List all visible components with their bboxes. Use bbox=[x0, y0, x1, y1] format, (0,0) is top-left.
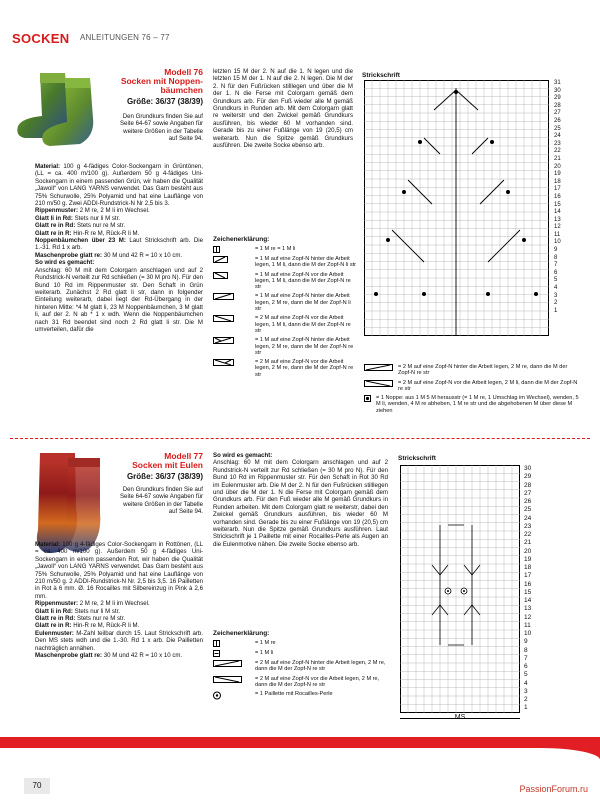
model77-number: Modell 77 bbox=[164, 451, 203, 461]
row-number: 14 bbox=[524, 597, 532, 604]
legend-text: = 1 M auf eine Zopf-N hinter die Arbeit legen, 1 M li, dann die M der Zopf-N li str bbox=[255, 256, 357, 269]
cable-symbol bbox=[213, 337, 255, 356]
row-number: 4 bbox=[524, 679, 528, 687]
legend-item bbox=[364, 395, 579, 414]
model77-title bbox=[110, 452, 203, 470]
glatt-r-text: Hin-R re M, Rück-R li M. bbox=[73, 622, 140, 630]
row-number: 3 bbox=[554, 292, 558, 299]
model77-chart-title: Strickschrift bbox=[398, 455, 436, 462]
sequin-symbol bbox=[213, 691, 255, 700]
model76-number: Modell 76 bbox=[164, 67, 203, 77]
legend-text: = 2 M auf eine Zopf-N vor die Arbeit legen, 2 M li, dann die M der Zopf-N re str bbox=[398, 379, 578, 392]
model76-intro: Den Grundkurs finden Sie auf Seite 64-67 sowie Angaben für weitere Größen in der Tabelle auf Seite 94. bbox=[119, 113, 203, 143]
model77-size: Größe: 36/37 (38/39) bbox=[126, 472, 203, 481]
row-number: 23 bbox=[554, 140, 561, 147]
sowird-text: Anschlag: 60 M mit dem Colorgarn anschlagen und auf 2 Rundstrick-N verteilt zur Rd schließen (= 30 M pro N). Für den Bund 10 Rd im Rippenmuster str. Für den Schaft in Rot 30 Rd im Eulenmuster arb. Die M der 2. N für den Fußrücken stilllegen und über die M der 1. N die Ferse mit Colorgarn gemäß dem Grundkurs arb. Für den Fuß wieder alle M gemäß Grundkurs in Runden arbeiten. Mit dem Colorgarn glatt re weiterstr, dabei den Zwickel gemäß Grundkurs ausführen, bis wieder 60 M vorhanden sind. Gerade bis zu einer Fußlänge von 19 (20,5) cm weiterarb. Nun die Spitze gemäß Grundkurs ausführen. Laut Strickschrift je 1 Paillette mit einer Rocailles-Perle als Augen an die Eulenmotive nähen. Die zweite Socke ebenso arb. bbox=[213, 459, 388, 548]
row-number: 26 bbox=[524, 498, 532, 505]
row-number: 18 bbox=[554, 178, 561, 185]
glatt-re-label: Glatt re in Rd: bbox=[35, 615, 76, 623]
model76-size: Größe: 36/37 (38/39) bbox=[126, 97, 203, 106]
legend-text: = 1 M auf eine Zopf-N hinter die Arbeit legen, 2 M re, dann die M der Zopf-N re str bbox=[255, 337, 354, 356]
legend-item bbox=[213, 315, 358, 334]
row-number: 4 bbox=[554, 285, 558, 292]
row-number: 16 bbox=[524, 580, 532, 588]
legend-item bbox=[213, 676, 388, 689]
chart-ms-label: MS bbox=[454, 714, 466, 721]
model76-title bbox=[110, 68, 203, 95]
row-number: 21 bbox=[524, 539, 532, 547]
legend-item bbox=[213, 660, 388, 673]
section-subtitle: ANLEITUNGEN 76 – 77 bbox=[80, 33, 170, 42]
model76-col2-text: letzten 15 M der 2. N auf die 1. N legen und die letzten 15 M der 1. N auf die 2. N legen. Die M der 2. N für den Fußrücken stilllegen und über die M der 1. N die Ferse mit Colorgarn gemäß dem Grundkurs arb. Für den Fuß wieder alle M gemäß Grundkurs in Runden arb. Mit dem Colorgarn glatt re weiterstr und den Zwickel gemäß Grundkurs ausführen, bis wieder 60 M vorhanden sind. Gerade bis zu einer Fußlänge von 19 (20,5) cm weiterarb. Nun die Spitze gemäß Grundkurs ausführen. Die zweite Socke ebenso arb. bbox=[213, 68, 353, 150]
row-number: 7 bbox=[554, 262, 558, 269]
row-number: 16 bbox=[554, 193, 561, 200]
row-number: 2 bbox=[524, 696, 528, 703]
model77-material bbox=[35, 541, 203, 600]
maschen-label: Maschenprobe glatt re: bbox=[35, 652, 103, 660]
row-number: 8 bbox=[524, 646, 528, 654]
knit-purl-symbol bbox=[213, 246, 255, 253]
legend-item bbox=[213, 293, 358, 312]
row-number: 8 bbox=[554, 254, 558, 261]
row-number: 9 bbox=[554, 247, 558, 254]
rippen-text: 2 M re, 2 M li im Wechsel. bbox=[79, 207, 150, 215]
row-number: 31 bbox=[554, 80, 561, 86]
legend-item bbox=[213, 246, 358, 253]
model77-main-text bbox=[35, 541, 203, 660]
material-text: 100 g 4-fädiges Color-Sockengarn in Grüntönen, (LL = ca. 400 m/100 g). Außerdem 50 g 4-fädiges Uni-Sockengarn in einem passenden Grün, wir haben die Qualität „Jawoll“ von LANG YARNS verwendet. Das Garn besteht aus 75% Schurwolle, 25% Polyamid und hat eine Lauflänge von 210 m/50 g. Zwei ADDI-Rundstrick-N Nr 2,5 bis 3. bbox=[35, 163, 203, 208]
row-number: 19 bbox=[554, 171, 561, 178]
row-number: 10 bbox=[524, 630, 532, 637]
legend-text: = 1 Noppe: aus 1 M 5 M herausstr (= 1 M re, 1 Umschlag im Wechsel), wenden, 5 M li, wenden, 4 M re abheben, 1 M re str und die abgehobenen M über diese M ziehen bbox=[376, 395, 579, 414]
row-number: 17 bbox=[554, 186, 561, 193]
model77-row-numbers bbox=[524, 465, 544, 713]
row-number: 23 bbox=[524, 522, 532, 530]
glatt-re-text: Stets nur re M str. bbox=[77, 222, 126, 230]
rippen-text: 2 M re, 2 M li im Wechsel. bbox=[79, 600, 150, 608]
row-number: 20 bbox=[524, 547, 532, 555]
legend-item bbox=[364, 380, 579, 393]
cable-symbol bbox=[213, 272, 255, 291]
maschen-label: Maschenprobe glatt re: bbox=[35, 251, 103, 259]
legend-item bbox=[213, 272, 358, 291]
model77-col2 bbox=[213, 452, 388, 548]
row-number: 24 bbox=[554, 133, 561, 140]
cable-symbol bbox=[213, 293, 255, 312]
page-number: 70 bbox=[24, 778, 50, 794]
model76-knitting-chart bbox=[364, 80, 550, 336]
row-number: 29 bbox=[554, 95, 561, 102]
glatt-li-text: Stets nur li M str. bbox=[74, 607, 121, 615]
model76-legend-right bbox=[364, 364, 579, 417]
row-number: 26 bbox=[554, 117, 561, 124]
sowird-label: So wird es gemacht: bbox=[213, 452, 273, 459]
row-number: 1 bbox=[524, 704, 528, 712]
row-number: 15 bbox=[524, 588, 532, 596]
material-label: Material: bbox=[35, 541, 61, 548]
cable-symbol bbox=[213, 676, 255, 689]
glatt-r-label: Glatt re in R: bbox=[35, 622, 72, 630]
row-number: 5 bbox=[524, 671, 528, 679]
model76-material bbox=[35, 163, 203, 207]
legend-text: = 2 M auf eine Zopf-N vor die Arbeit legen, 1 M li, dann die M der Zopf-N re str bbox=[255, 315, 351, 334]
model76-name-1: Socken mit Noppen- bbox=[120, 76, 203, 86]
cable-symbol bbox=[213, 256, 255, 269]
model77-name: Socken mit Eulen bbox=[132, 460, 203, 470]
section-divider bbox=[10, 438, 590, 439]
rippen-label: Rippenmuster: bbox=[35, 207, 78, 215]
legend-item bbox=[213, 691, 388, 700]
glatt-li-label: Glatt li in Rd: bbox=[35, 607, 73, 615]
noppen-label: Noppenbäumchen über 23 M: bbox=[35, 237, 126, 245]
eulen-text: M-Zahl teilbar durch 15. Laut Strickschrift arb. Den MS stets wdh und die 1.-30. Rd 1 x arb. Die Pailletten nachträglich annähen. bbox=[35, 629, 203, 652]
row-number: 9 bbox=[524, 638, 528, 646]
row-number: 1 bbox=[554, 307, 558, 314]
legend-text: = 1 M re = 1 M li bbox=[255, 246, 296, 252]
row-number: 3 bbox=[524, 687, 528, 695]
legend-item bbox=[213, 359, 358, 378]
glatt-re-label: Glatt re in Rd: bbox=[35, 222, 76, 230]
row-number: 18 bbox=[524, 564, 532, 571]
row-number: 28 bbox=[554, 102, 561, 109]
watermark: PassionForum.ru bbox=[519, 784, 588, 794]
model76-legend bbox=[213, 246, 358, 381]
legend-item bbox=[364, 364, 579, 377]
material-text: 100 g 4-fädiges Color-Sockengarn in Rottönen, (LL = ca. 400 m/100 g). Außerdem 50 g 4-fädiges Uni-Sockengarn in einem passenden Rot, wir haben die Qualität „Jawoll“ von LANG YARNS verwendet. Das Garn besteht aus 75% Schurwolle, 25% Polyamid und hat eine Lauflänge von 210 m/50 g. 2 ADDI-Rundstrick-N Nr. 2,5 bis 3,5. 16 Pailletten in Rot à 6 mm. Ø. 16 Rocailles mit Silbereinzug in Pink à 2,6 mm. bbox=[35, 541, 204, 600]
eulen-label: Eulenmuster: bbox=[35, 629, 74, 637]
glatt-re-text: Stets nur re M str. bbox=[77, 615, 126, 623]
row-number: 11 bbox=[524, 621, 531, 629]
row-number: 12 bbox=[524, 613, 532, 621]
row-number: 27 bbox=[524, 489, 532, 497]
row-number: 29 bbox=[524, 473, 532, 481]
row-number: 22 bbox=[554, 148, 561, 155]
row-number: 6 bbox=[524, 663, 528, 670]
row-number: 15 bbox=[554, 201, 561, 208]
model76-legend-title: Zeichenerklärung: bbox=[213, 236, 270, 243]
legend-text: = 2 M auf eine Zopf-N vor die Arbeit legen, 2 M re, dann die M der Zopf-N re str bbox=[255, 359, 354, 378]
bobble-symbol bbox=[364, 395, 376, 414]
model77-knitting-chart bbox=[400, 465, 520, 715]
row-number: 24 bbox=[524, 514, 532, 522]
legend-text: = 2 M auf eine Zopf-N hinter die Arbeit legen, 2 M re, dann die M der Zopf-N re str bbox=[255, 660, 386, 673]
model77-intro: Den Grundkurs finden Sie auf Seite 64-67 sowie Angaben für weitere Größen in der Tabelle auf Seite 94. bbox=[119, 486, 203, 516]
legend-text: = 1 M re bbox=[255, 640, 276, 646]
row-number: 30 bbox=[524, 465, 532, 472]
row-number: 30 bbox=[554, 87, 561, 94]
legend-text: = 1 Paillette mit Rocailles-Perle bbox=[255, 691, 333, 698]
material-label: Material: bbox=[35, 163, 61, 170]
sowird-text: Anschlag: 60 M mit dem Colorgarn anschlagen und auf 2 Rundstrick-N verteilt zur Rd schließen (= 30 M pro N). Für den Bund 10 Rd im Rippenmuster str. Den Schaft in Grün weiterarb. Zunächst 2 Rd glatt li str, dann in folgender Einteilung weiterarb, dabei liegt der Rd-Übergang in der hinteren Mitte: *4 M glatt li, 23 M Noppenbäumchen, 3 M glatt li, auf der 2. N ab * 1 x wdh. Wenn die Noppenbäumchen nach 31 Rd beendet sind noch 2 Rd glatt li str. Die M umverteilen, dafür die bbox=[35, 266, 203, 333]
row-number: 25 bbox=[554, 125, 561, 132]
row-number: 17 bbox=[524, 572, 532, 580]
model77-legend-title: Zeichenerklärung: bbox=[213, 630, 270, 637]
cable-symbol bbox=[364, 364, 398, 377]
section-title: SOCKEN bbox=[12, 31, 70, 46]
row-number: 25 bbox=[524, 506, 532, 514]
sowird-label: So wird es gemacht: bbox=[35, 259, 95, 267]
row-number: 20 bbox=[554, 163, 561, 170]
row-number: 11 bbox=[554, 231, 561, 238]
glatt-r-label: Glatt re in R: bbox=[35, 229, 72, 237]
chart-ms-line bbox=[400, 718, 520, 719]
row-number: 14 bbox=[554, 209, 561, 216]
rippen-label: Rippenmuster: bbox=[35, 600, 78, 608]
row-number: 21 bbox=[554, 155, 561, 162]
cable-symbol bbox=[364, 380, 398, 393]
legend-text: = 2 M auf eine Zopf-N vor die Arbeit legen, 2 M re, dann die M der Zopf-N re str bbox=[255, 675, 380, 688]
row-number: 7 bbox=[524, 654, 528, 662]
legend-item bbox=[213, 337, 358, 356]
row-number: 19 bbox=[524, 555, 532, 563]
glatt-li-text: Stets nur li M str. bbox=[74, 214, 121, 222]
legend-text: = 2 M auf eine Zopf-N hinter die Arbeit legen, 2 M re, dann die M der Zopf-N re str bbox=[398, 364, 568, 377]
legend-item bbox=[213, 256, 358, 269]
cable-symbol bbox=[213, 660, 255, 673]
row-number: 22 bbox=[524, 531, 532, 538]
cable-symbol bbox=[213, 359, 255, 378]
row-number: 13 bbox=[524, 605, 532, 613]
row-number: 10 bbox=[554, 239, 561, 246]
legend-text: = 1 M li bbox=[255, 650, 274, 656]
legend-text: = 1 M auf eine Zopf-N vor die Arbeit legen, 1 M li, dann die M der Zopf-N re str bbox=[255, 271, 351, 291]
legend-text: = 1 M auf eine Zopf-N hinter die Arbeit legen, 2 M re, dann die M der Zopf-N li str bbox=[255, 293, 351, 313]
cable-symbol bbox=[213, 315, 255, 334]
model76-name-2: bäumchen bbox=[160, 85, 203, 95]
purl-symbol bbox=[213, 650, 255, 657]
model77-legend bbox=[213, 640, 388, 703]
row-number: 2 bbox=[554, 300, 558, 307]
row-number: 13 bbox=[554, 216, 561, 223]
glatt-li-label: Glatt li in Rd: bbox=[35, 214, 73, 222]
row-number: 6 bbox=[554, 269, 558, 276]
model76-row-numbers bbox=[554, 80, 574, 315]
green-socks-photo bbox=[10, 68, 115, 153]
glatt-r-text: Hin-R re M, Rück-R li M. bbox=[73, 229, 140, 237]
legend-item bbox=[213, 650, 388, 657]
row-number: 5 bbox=[554, 277, 558, 284]
row-number: 27 bbox=[554, 110, 561, 117]
model76-chart-title: Strickschrift bbox=[362, 72, 400, 79]
maschen-text: 30 M und 42 R = 10 x 10 cm. bbox=[103, 251, 183, 259]
model76-main-text bbox=[35, 163, 203, 333]
legend-item bbox=[213, 640, 388, 647]
noppen-text: Laut Strickschrift arb. Die 1.-31. Rd 1 x arb. bbox=[35, 237, 204, 252]
row-number: 28 bbox=[524, 481, 532, 489]
maschen-text: 30 M und 42 R = 10 x 10 cm. bbox=[103, 652, 183, 660]
footer-white bbox=[0, 748, 600, 800]
row-number: 12 bbox=[554, 224, 561, 231]
knit-symbol bbox=[213, 640, 255, 647]
